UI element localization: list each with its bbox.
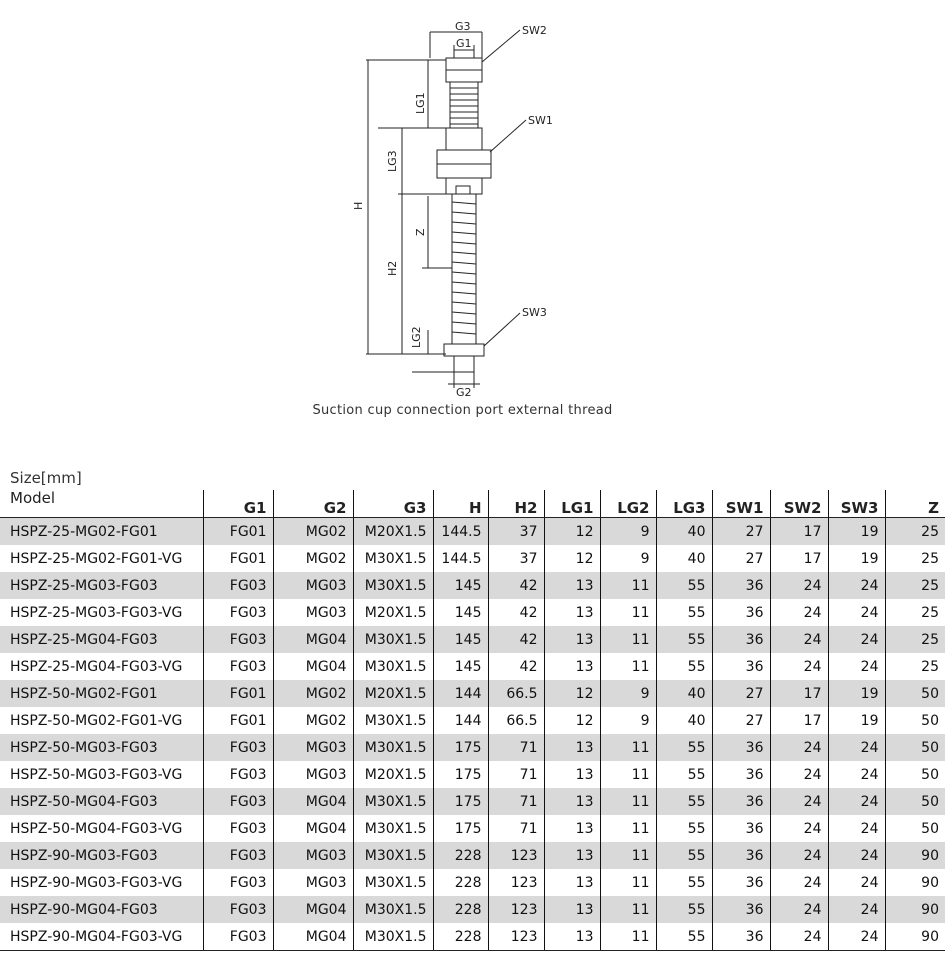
value-cell: 17 bbox=[770, 545, 828, 572]
value-cell: FG03 bbox=[203, 842, 273, 869]
value-cell: 50 bbox=[885, 680, 945, 707]
model-cell: HSPZ-50-MG04-FG03 bbox=[0, 788, 203, 815]
value-cell: 123 bbox=[488, 869, 544, 896]
value-cell: 228 bbox=[433, 842, 488, 869]
value-cell: 11 bbox=[600, 599, 656, 626]
table-row bbox=[0, 869, 945, 896]
value-cell: 24 bbox=[770, 869, 828, 896]
value-cell: FG03 bbox=[203, 815, 273, 842]
model-cell: HSPZ-50-MG02-FG01-VG bbox=[10, 712, 183, 729]
value-cell: M30X1.5 bbox=[353, 869, 433, 896]
table-row bbox=[0, 572, 945, 599]
value-cell: M30X1.5 bbox=[353, 572, 433, 599]
value-cell: FG03 bbox=[203, 788, 273, 815]
value-cell: 24 bbox=[828, 869, 885, 896]
model-cell: HSPZ-25-MG02-FG01-VG bbox=[10, 550, 183, 567]
value-cell: MG02 bbox=[273, 518, 353, 546]
value-cell: MG02 bbox=[273, 707, 353, 734]
model-cell: HSPZ-50-MG03-FG03-VG bbox=[10, 766, 183, 783]
table-row bbox=[0, 518, 945, 546]
model-cell: HSPZ-50-MG04-FG03-VG bbox=[10, 820, 183, 837]
value-cell: 25 bbox=[885, 599, 945, 626]
value-cell: 66.5 bbox=[488, 680, 544, 707]
value-cell: 25 bbox=[885, 545, 945, 572]
label-g1: G1 bbox=[456, 37, 472, 50]
label-lg3: LG3 bbox=[386, 150, 399, 172]
value-cell: 13 bbox=[544, 653, 600, 680]
value-cell: 36 bbox=[712, 599, 770, 626]
table-row bbox=[0, 761, 945, 788]
value-cell: 24 bbox=[770, 815, 828, 842]
value-cell: 36 bbox=[712, 788, 770, 815]
value-cell: 90 bbox=[885, 896, 945, 923]
value-cell: 144.5 bbox=[433, 518, 488, 546]
value-cell: 24 bbox=[770, 896, 828, 923]
value-cell: 40 bbox=[656, 680, 712, 707]
size-unit-label: Size[mm] bbox=[10, 469, 82, 487]
value-cell: MG03 bbox=[273, 734, 353, 761]
value-cell: 17 bbox=[770, 707, 828, 734]
value-cell: 123 bbox=[488, 896, 544, 923]
value-cell: 24 bbox=[828, 653, 885, 680]
value-cell: 25 bbox=[885, 518, 945, 546]
value-cell: 145 bbox=[433, 599, 488, 626]
value-cell: 11 bbox=[600, 815, 656, 842]
value-cell: M20X1.5 bbox=[353, 761, 433, 788]
value-cell: 24 bbox=[770, 788, 828, 815]
value-cell: 12 bbox=[544, 518, 600, 546]
value-cell: 11 bbox=[600, 572, 656, 599]
value-cell: 11 bbox=[600, 842, 656, 869]
value-cell: M30X1.5 bbox=[353, 923, 433, 951]
label-h: H bbox=[352, 201, 365, 210]
value-cell: 13 bbox=[544, 599, 600, 626]
column-header: LG3 bbox=[656, 490, 712, 518]
value-cell: M30X1.5 bbox=[353, 653, 433, 680]
value-cell: 55 bbox=[656, 734, 712, 761]
specification-table bbox=[0, 490, 945, 951]
model-cell: HSPZ-25-MG04-FG03 bbox=[0, 626, 203, 653]
column-header: H bbox=[433, 490, 488, 518]
value-cell: 55 bbox=[656, 788, 712, 815]
table-row bbox=[0, 653, 945, 680]
value-cell: 50 bbox=[885, 815, 945, 842]
value-cell: M20X1.5 bbox=[353, 599, 433, 626]
top-thread bbox=[450, 82, 478, 128]
model-cell: HSPZ-90-MG03-FG03 bbox=[0, 842, 203, 869]
value-cell: 13 bbox=[544, 896, 600, 923]
value-cell: MG02 bbox=[273, 680, 353, 707]
value-cell: 24 bbox=[828, 923, 885, 951]
value-cell: 55 bbox=[656, 815, 712, 842]
bottom-port bbox=[454, 356, 474, 372]
value-cell: 13 bbox=[544, 788, 600, 815]
value-cell: 9 bbox=[600, 545, 656, 572]
label-lg2: LG2 bbox=[410, 326, 423, 348]
value-cell: M30X1.5 bbox=[353, 707, 433, 734]
value-cell: 11 bbox=[600, 653, 656, 680]
value-cell: 24 bbox=[828, 572, 885, 599]
value-cell: M30X1.5 bbox=[353, 626, 433, 653]
value-cell: 42 bbox=[488, 572, 544, 599]
column-header: G1 bbox=[203, 490, 273, 518]
value-cell: FG01 bbox=[203, 707, 273, 734]
model-cell: HSPZ-50-MG02-FG01 bbox=[0, 680, 203, 707]
value-cell: 25 bbox=[885, 572, 945, 599]
value-cell: 24 bbox=[770, 923, 828, 951]
value-cell: 24 bbox=[828, 842, 885, 869]
table-row bbox=[0, 896, 945, 923]
value-cell: FG03 bbox=[203, 761, 273, 788]
column-header: G2 bbox=[273, 490, 353, 518]
value-cell: 55 bbox=[656, 599, 712, 626]
table-row bbox=[0, 545, 945, 572]
value-cell: 40 bbox=[656, 707, 712, 734]
value-cell: 36 bbox=[712, 869, 770, 896]
value-cell: 228 bbox=[433, 896, 488, 923]
column-header: Z bbox=[885, 490, 945, 518]
value-cell: 36 bbox=[712, 653, 770, 680]
value-cell: 11 bbox=[600, 869, 656, 896]
value-cell: 55 bbox=[656, 896, 712, 923]
value-cell: 175 bbox=[433, 815, 488, 842]
model-column-header bbox=[0, 490, 203, 518]
column-header: SW3 bbox=[828, 490, 885, 518]
value-cell: 27 bbox=[712, 545, 770, 572]
value-cell: M30X1.5 bbox=[353, 545, 433, 572]
value-cell: 55 bbox=[656, 842, 712, 869]
value-cell: 24 bbox=[770, 842, 828, 869]
value-cell: 40 bbox=[656, 545, 712, 572]
drawing-caption: Suction cup connection port external thread bbox=[312, 403, 613, 418]
value-cell: 55 bbox=[656, 653, 712, 680]
value-cell: 90 bbox=[885, 869, 945, 896]
value-cell: 25 bbox=[885, 626, 945, 653]
model-cell: HSPZ-25-MG03-FG03-VG bbox=[10, 604, 183, 621]
label-g2: G2 bbox=[456, 386, 472, 399]
label-h2: H2 bbox=[386, 260, 399, 276]
value-cell: M30X1.5 bbox=[353, 842, 433, 869]
model-cell: HSPZ-50-MG03-FG03 bbox=[0, 734, 203, 761]
middle-nut-upper bbox=[437, 150, 491, 164]
value-cell: 11 bbox=[600, 896, 656, 923]
value-cell: FG03 bbox=[203, 653, 273, 680]
table-header-row bbox=[0, 490, 945, 518]
value-cell: 17 bbox=[770, 680, 828, 707]
value-cell: FG03 bbox=[203, 626, 273, 653]
value-cell: FG01 bbox=[203, 680, 273, 707]
value-cell: M20X1.5 bbox=[353, 518, 433, 546]
value-cell: 123 bbox=[488, 842, 544, 869]
value-cell: 71 bbox=[488, 761, 544, 788]
table-row bbox=[0, 923, 945, 951]
value-cell: 50 bbox=[885, 707, 945, 734]
lower-thread bbox=[452, 194, 476, 344]
value-cell: 144.5 bbox=[433, 545, 488, 572]
value-cell: 9 bbox=[600, 707, 656, 734]
value-cell: 13 bbox=[544, 842, 600, 869]
value-cell: M30X1.5 bbox=[353, 815, 433, 842]
table-row bbox=[0, 734, 945, 761]
value-cell: 36 bbox=[712, 896, 770, 923]
value-cell: 24 bbox=[770, 761, 828, 788]
value-cell: M20X1.5 bbox=[353, 680, 433, 707]
model-cell: HSPZ-90-MG04-FG03 bbox=[0, 896, 203, 923]
value-cell: 24 bbox=[770, 653, 828, 680]
table-row bbox=[0, 842, 945, 869]
value-cell: 24 bbox=[828, 896, 885, 923]
value-cell: 13 bbox=[544, 761, 600, 788]
value-cell: 24 bbox=[828, 788, 885, 815]
value-cell: 144 bbox=[433, 680, 488, 707]
column-header: LG2 bbox=[600, 490, 656, 518]
value-cell: 144 bbox=[433, 707, 488, 734]
column-header: LG1 bbox=[544, 490, 600, 518]
model-cell: HSPZ-25-MG04-FG03-VG bbox=[10, 658, 183, 675]
value-cell: 17 bbox=[770, 518, 828, 546]
value-cell: 50 bbox=[885, 734, 945, 761]
value-cell: 55 bbox=[656, 572, 712, 599]
value-cell: 145 bbox=[433, 572, 488, 599]
value-cell: MG04 bbox=[273, 788, 353, 815]
value-cell: 19 bbox=[828, 545, 885, 572]
value-cell: 175 bbox=[433, 761, 488, 788]
value-cell: M30X1.5 bbox=[353, 788, 433, 815]
value-cell: 50 bbox=[885, 788, 945, 815]
value-cell: 9 bbox=[600, 680, 656, 707]
bottom-nut bbox=[444, 344, 484, 356]
value-cell: 13 bbox=[544, 626, 600, 653]
value-cell: 36 bbox=[712, 572, 770, 599]
model-cell: HSPZ-25-MG02-FG01 bbox=[0, 518, 203, 546]
value-cell: MG03 bbox=[273, 572, 353, 599]
value-cell: MG04 bbox=[273, 626, 353, 653]
value-cell: 71 bbox=[488, 788, 544, 815]
value-cell: 13 bbox=[544, 572, 600, 599]
value-cell: 24 bbox=[828, 626, 885, 653]
value-cell: 24 bbox=[828, 761, 885, 788]
value-cell: FG03 bbox=[203, 572, 273, 599]
value-cell: 11 bbox=[600, 761, 656, 788]
value-cell: M30X1.5 bbox=[353, 734, 433, 761]
value-cell: 36 bbox=[712, 626, 770, 653]
value-cell: 175 bbox=[433, 734, 488, 761]
label-sw1: SW1 bbox=[528, 114, 553, 127]
value-cell: 55 bbox=[656, 923, 712, 951]
table-row bbox=[0, 626, 945, 653]
value-cell: FG03 bbox=[203, 869, 273, 896]
column-header: SW1 bbox=[712, 490, 770, 518]
value-cell: 55 bbox=[656, 626, 712, 653]
value-cell: 24 bbox=[828, 599, 885, 626]
value-cell: 12 bbox=[544, 545, 600, 572]
value-cell: 71 bbox=[488, 734, 544, 761]
label-g3: G3 bbox=[455, 20, 471, 33]
model-label: Model bbox=[10, 489, 56, 507]
value-cell: 11 bbox=[600, 626, 656, 653]
value-cell: 24 bbox=[828, 815, 885, 842]
value-cell: MG03 bbox=[273, 842, 353, 869]
value-cell: 123 bbox=[488, 923, 544, 951]
value-cell: MG04 bbox=[273, 653, 353, 680]
value-cell: 11 bbox=[600, 788, 656, 815]
value-cell: 42 bbox=[488, 599, 544, 626]
value-cell: 42 bbox=[488, 653, 544, 680]
value-cell: 13 bbox=[544, 734, 600, 761]
value-cell: 27 bbox=[712, 707, 770, 734]
value-cell: 24 bbox=[828, 734, 885, 761]
value-cell: MG02 bbox=[273, 545, 353, 572]
label-z: Z bbox=[414, 228, 427, 236]
label-sw3: SW3 bbox=[522, 306, 547, 319]
value-cell: 19 bbox=[828, 680, 885, 707]
value-cell: 55 bbox=[656, 869, 712, 896]
value-cell: 50 bbox=[885, 761, 945, 788]
middle-nut-lower bbox=[437, 164, 491, 178]
value-cell: MG03 bbox=[273, 869, 353, 896]
value-cell: 71 bbox=[488, 815, 544, 842]
value-cell: 90 bbox=[885, 923, 945, 951]
table-row bbox=[0, 599, 945, 626]
value-cell: MG04 bbox=[273, 815, 353, 842]
value-cell: MG03 bbox=[273, 599, 353, 626]
table-body bbox=[0, 518, 945, 951]
value-cell: FG01 bbox=[203, 545, 273, 572]
value-cell: 9 bbox=[600, 518, 656, 546]
value-cell: 24 bbox=[770, 572, 828, 599]
value-cell: 145 bbox=[433, 653, 488, 680]
value-cell: 27 bbox=[712, 518, 770, 546]
model-cell: HSPZ-90-MG04-FG03-VG bbox=[0, 923, 203, 951]
value-cell: 24 bbox=[770, 734, 828, 761]
value-cell: FG03 bbox=[203, 734, 273, 761]
value-cell: 25 bbox=[885, 653, 945, 680]
value-cell: M30X1.5 bbox=[353, 896, 433, 923]
value-cell: 36 bbox=[712, 761, 770, 788]
value-cell: 55 bbox=[656, 761, 712, 788]
value-cell: 36 bbox=[712, 923, 770, 951]
value-cell: 145 bbox=[433, 626, 488, 653]
value-cell: 36 bbox=[712, 815, 770, 842]
label-lg1: LG1 bbox=[414, 92, 427, 114]
value-cell: 24 bbox=[770, 599, 828, 626]
column-header: H2 bbox=[488, 490, 544, 518]
value-cell: 37 bbox=[488, 545, 544, 572]
value-cell: 27 bbox=[712, 680, 770, 707]
value-cell: 11 bbox=[600, 923, 656, 951]
value-cell: FG01 bbox=[203, 518, 273, 546]
table-row bbox=[0, 815, 945, 842]
model-cell: HSPZ-90-MG03-FG03-VG bbox=[10, 874, 183, 891]
column-header: G3 bbox=[353, 490, 433, 518]
value-cell: 13 bbox=[544, 923, 600, 951]
value-cell: 42 bbox=[488, 626, 544, 653]
value-cell: 36 bbox=[712, 734, 770, 761]
value-cell: 13 bbox=[544, 869, 600, 896]
value-cell: 13 bbox=[544, 815, 600, 842]
table-row bbox=[0, 707, 945, 734]
value-cell: MG04 bbox=[273, 923, 353, 951]
value-cell: 12 bbox=[544, 680, 600, 707]
technical-drawing bbox=[0, 0, 945, 400]
value-cell: MG04 bbox=[273, 896, 353, 923]
value-cell: 19 bbox=[828, 707, 885, 734]
value-cell: 228 bbox=[433, 869, 488, 896]
value-cell: 175 bbox=[433, 788, 488, 815]
label-sw2: SW2 bbox=[522, 24, 547, 37]
model-cell: HSPZ-25-MG03-FG03 bbox=[0, 572, 203, 599]
value-cell: 11 bbox=[600, 734, 656, 761]
value-cell: FG03 bbox=[203, 923, 273, 951]
value-cell: 37 bbox=[488, 518, 544, 546]
value-cell: 40 bbox=[656, 518, 712, 546]
value-cell: 12 bbox=[544, 707, 600, 734]
value-cell: FG03 bbox=[203, 599, 273, 626]
value-cell: 36 bbox=[712, 842, 770, 869]
value-cell: 228 bbox=[433, 923, 488, 951]
value-cell: 19 bbox=[828, 518, 885, 546]
value-cell: MG03 bbox=[273, 761, 353, 788]
table-row bbox=[0, 788, 945, 815]
value-cell: 66.5 bbox=[488, 707, 544, 734]
column-header: SW2 bbox=[770, 490, 828, 518]
value-cell: 24 bbox=[770, 626, 828, 653]
value-cell: FG03 bbox=[203, 896, 273, 923]
table-row bbox=[0, 680, 945, 707]
value-cell: 90 bbox=[885, 842, 945, 869]
